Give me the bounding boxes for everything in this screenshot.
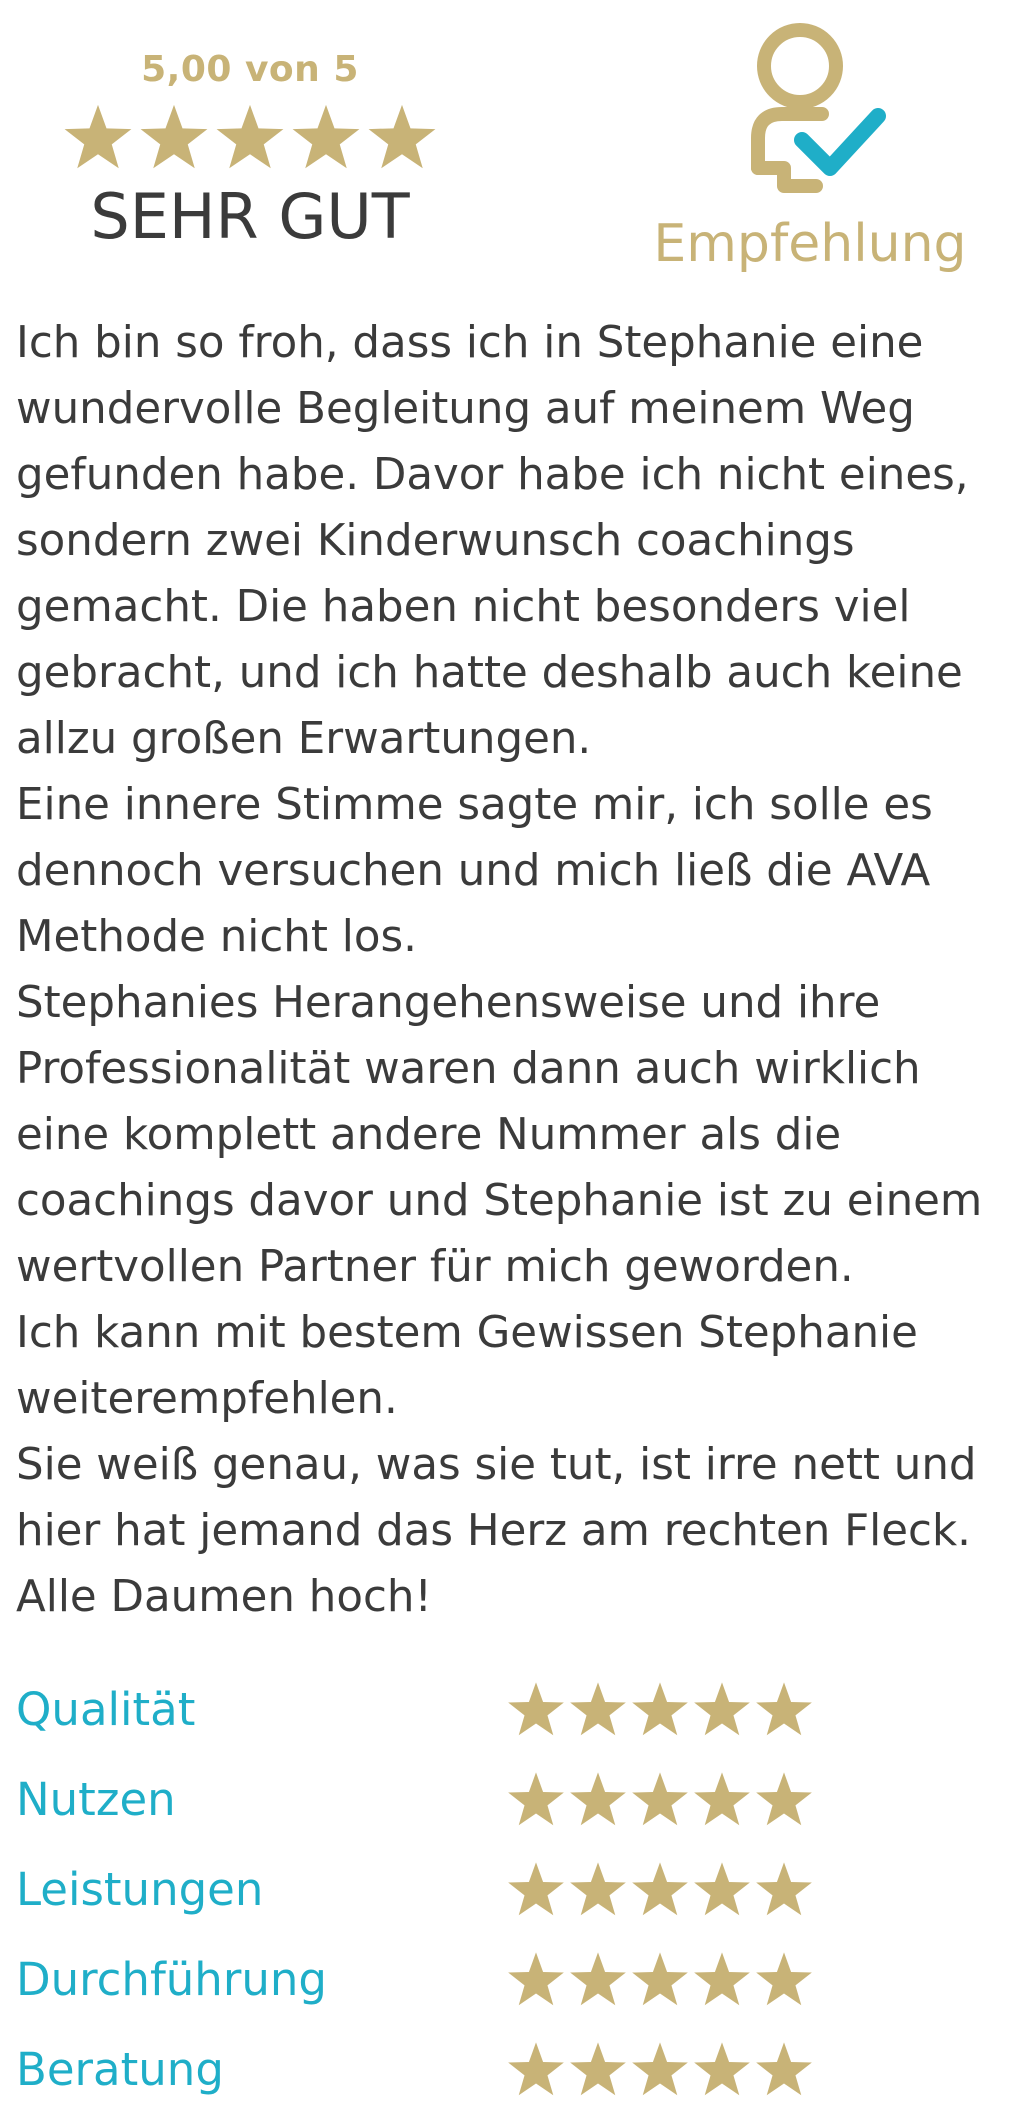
star-icon bbox=[630, 1860, 690, 1920]
criterion-stars bbox=[506, 1950, 814, 2010]
star-icon bbox=[62, 102, 134, 174]
review-text bbox=[16, 310, 1016, 1630]
review-paragraph: Ich kann mit bestem Gewissen Stephanie weiterempfehlen. bbox=[16, 1308, 918, 1424]
star-icon bbox=[366, 102, 438, 174]
criterion-stars bbox=[506, 2040, 814, 2100]
criterion-stars bbox=[506, 1680, 814, 1740]
review-paragraph: Alle Daumen hoch! bbox=[16, 1572, 432, 1622]
star-icon bbox=[506, 1770, 566, 1830]
star-icon bbox=[692, 1860, 752, 1920]
star-icon bbox=[692, 1680, 752, 1740]
star-icon bbox=[754, 1950, 814, 2010]
criterion-label: Durchführung bbox=[16, 1953, 327, 2006]
star-icon bbox=[568, 1770, 628, 1830]
recommendation bbox=[640, 18, 980, 276]
star-icon bbox=[506, 1950, 566, 2010]
criterion-label: Nutzen bbox=[16, 1773, 176, 1826]
criteria-ratings bbox=[16, 1665, 1016, 2115]
star-icon bbox=[630, 1680, 690, 1740]
score-text: 5,00 von 5 bbox=[141, 49, 359, 90]
star-icon bbox=[754, 1860, 814, 1920]
overall-stars bbox=[40, 102, 460, 174]
criterion-row bbox=[16, 1845, 1016, 1935]
star-icon bbox=[692, 1950, 752, 2010]
recommendation-label: Empfehlung bbox=[653, 214, 967, 274]
star-icon bbox=[214, 102, 286, 174]
criterion-row bbox=[16, 1755, 1016, 1845]
criterion-label: Beratung bbox=[16, 2043, 224, 2096]
star-icon bbox=[506, 1860, 566, 1920]
star-icon bbox=[754, 1680, 814, 1740]
rating-header bbox=[0, 0, 1033, 290]
star-icon bbox=[692, 1770, 752, 1830]
criterion-label: Qualität bbox=[16, 1683, 196, 1736]
criterion-label: Leistungen bbox=[16, 1863, 264, 1916]
criterion-stars bbox=[506, 1860, 814, 1920]
person-check-icon bbox=[730, 18, 890, 198]
star-icon bbox=[754, 1770, 814, 1830]
criterion-row bbox=[16, 1665, 1016, 1755]
overall-rating bbox=[40, 48, 460, 254]
star-icon bbox=[290, 102, 362, 174]
criterion-row bbox=[16, 1935, 1016, 2025]
star-icon bbox=[630, 1770, 690, 1830]
star-icon bbox=[754, 2040, 814, 2100]
star-icon bbox=[568, 2040, 628, 2100]
criterion-row bbox=[16, 2025, 1016, 2115]
star-icon bbox=[568, 1950, 628, 2010]
star-icon bbox=[568, 1680, 628, 1740]
star-icon bbox=[568, 1860, 628, 1920]
star-icon bbox=[630, 2040, 690, 2100]
star-icon bbox=[506, 1680, 566, 1740]
star-icon bbox=[506, 2040, 566, 2100]
star-icon bbox=[692, 2040, 752, 2100]
review-paragraph: Ich bin so froh, dass ich in Stephanie eine wundervolle Begleitung auf meinem Weg gefunden habe. Davor habe ich nicht eines, sondern zwei Kinderwunsch coachings gemacht. Die haben nicht besonders viel gebracht, und ich hatte deshalb auch keine allzu großen Erwartungen. bbox=[16, 318, 969, 764]
criterion-stars bbox=[506, 1770, 814, 1830]
review-paragraph: Eine innere Stimme sagte mir, ich solle es dennoch versuchen und mich ließ die AVA Methode nicht los. bbox=[16, 780, 933, 962]
verdict-label: SEHR GUT bbox=[90, 180, 410, 253]
review-paragraph: Stephanies Herangehensweise und ihre Professionalität waren dann auch wirklich eine komplett andere Nummer als die coachings davor und Stephanie ist zu einem wertvollen Partner für mich geworden. bbox=[16, 978, 983, 1292]
review-paragraph: Sie weiß genau, was sie tut, ist irre nett und hier hat jemand das Herz am rechten Fleck. bbox=[16, 1440, 977, 1556]
star-icon bbox=[630, 1950, 690, 2010]
star-icon bbox=[138, 102, 210, 174]
